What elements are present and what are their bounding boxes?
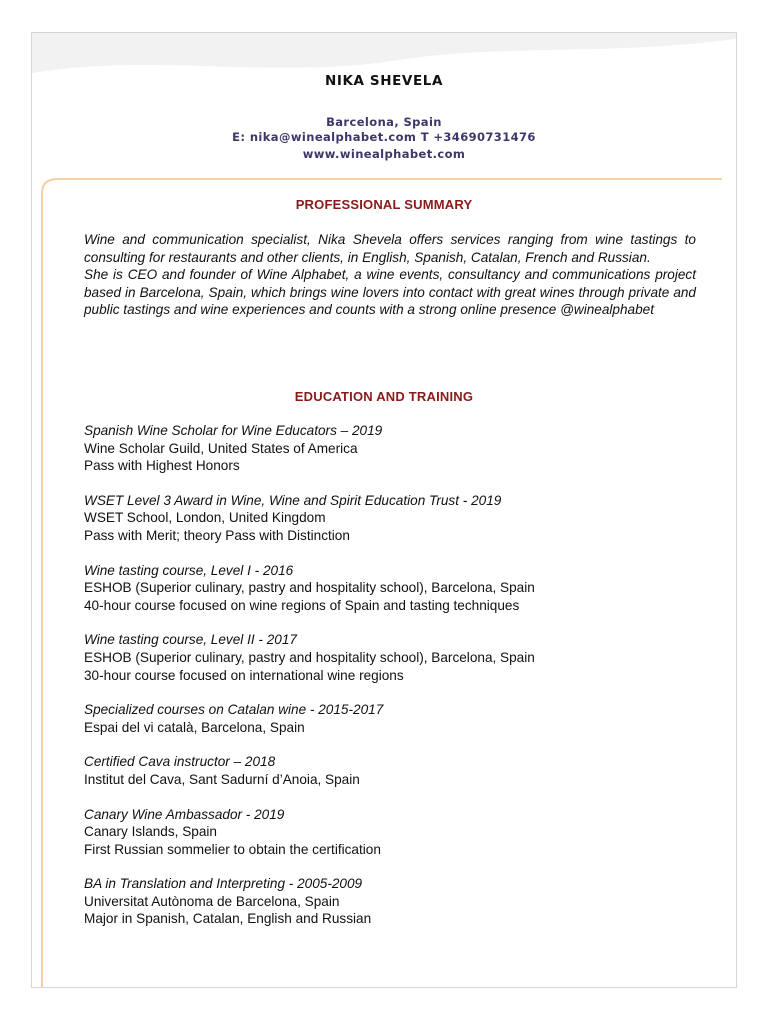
education-item-title: Spanish Wine Scholar for Wine Educators – 2019: [84, 423, 383, 438]
section-title-summary: PROFESSIONAL SUMMARY: [295, 197, 473, 212]
education-item-title: Wine tasting course, Level II - 2017: [84, 632, 297, 648]
education-item-line: ESHOB (Superior culinary, pastry and hospitality school), Barcelona, Spain: [84, 649, 535, 665]
education-item: [84, 492, 704, 545]
website-link[interactable]: www.winealphabet.com: [302, 147, 466, 161]
education-item-title: Specialized courses on Catalan wine - 2015-2017: [84, 702, 384, 718]
candidate-name: NIKA SHEVELA: [324, 73, 444, 89]
education-item: [84, 753, 704, 788]
contact-line[interactable]: E: nika@winealphabet.com T +34690731476: [232, 130, 536, 144]
resume-page: [31, 32, 737, 988]
education-list: [84, 422, 704, 945]
education-item-line: 30-hour course focused on international wine regions: [84, 667, 404, 683]
education-item-line: First Russian sommelier to obtain the certification: [84, 841, 381, 857]
summary-paragraph: Wine and communication specialist, Nika Shevela offers services ranging from wine tastings to consulting for restaurants and other clients, in English, Spanish, Catalan, French and Russian.: [84, 232, 696, 265]
education-item-title: BA in Translation and Interpreting - 2005-2009: [84, 876, 363, 892]
education-item-line: Universitat Autònoma de Barcelona, Spain: [84, 893, 340, 909]
education-item: [84, 631, 704, 684]
summary-paragraph: She is CEO and founder of Wine Alphabet, a wine events, consultancy and communications project based in Barcelona, Spain, which brings wine lovers into contact with great wines through private and public tastings and wine experiences and counts with a strong online presence @winealphabet: [84, 267, 696, 318]
education-item-line: Espai del vi català, Barcelona, Spain: [84, 719, 305, 735]
education-item-line: Major in Spanish, Catalan, English and Russian: [84, 911, 372, 927]
education-item-title: Certified Cava instructor – 2018: [84, 754, 276, 770]
education-item-line: Wine Scholar Guild, United States of America: [84, 440, 358, 456]
education-item-line: Canary Islands, Spain: [84, 824, 217, 840]
education-item-line: ESHOB (Superior culinary, pastry and hospitality school), Barcelona, Spain: [84, 580, 535, 596]
education-item-line: Institut del Cava, Sant Sadurní d’Anoia, Spain: [84, 771, 360, 787]
education-item-title: Canary Wine Ambassador - 2019: [84, 806, 285, 822]
education-item-title: WSET Level 3 Award in Wine, Wine and Spirit Education Trust - 2019: [84, 492, 502, 508]
education-item-title: Wine tasting course, Level I - 2016: [84, 562, 294, 578]
education-item: [84, 875, 704, 928]
location-text: Barcelona, Spain: [326, 115, 442, 129]
section-title-education: EDUCATION AND TRAINING: [294, 389, 474, 404]
education-item: [84, 806, 704, 859]
education-item-line: WSET School, London, United Kingdom: [84, 510, 326, 526]
summary-text: [84, 231, 696, 319]
education-item-line: Pass with Merit; theory Pass with Distinction: [84, 527, 350, 543]
education-item: [84, 422, 704, 475]
education-item-line: Pass with Highest Honors: [84, 458, 240, 474]
education-item-line: 40-hour course focused on wine regions of Spain and tasting techniques: [84, 597, 520, 613]
education-item: [84, 701, 704, 736]
education-item: [84, 562, 704, 615]
